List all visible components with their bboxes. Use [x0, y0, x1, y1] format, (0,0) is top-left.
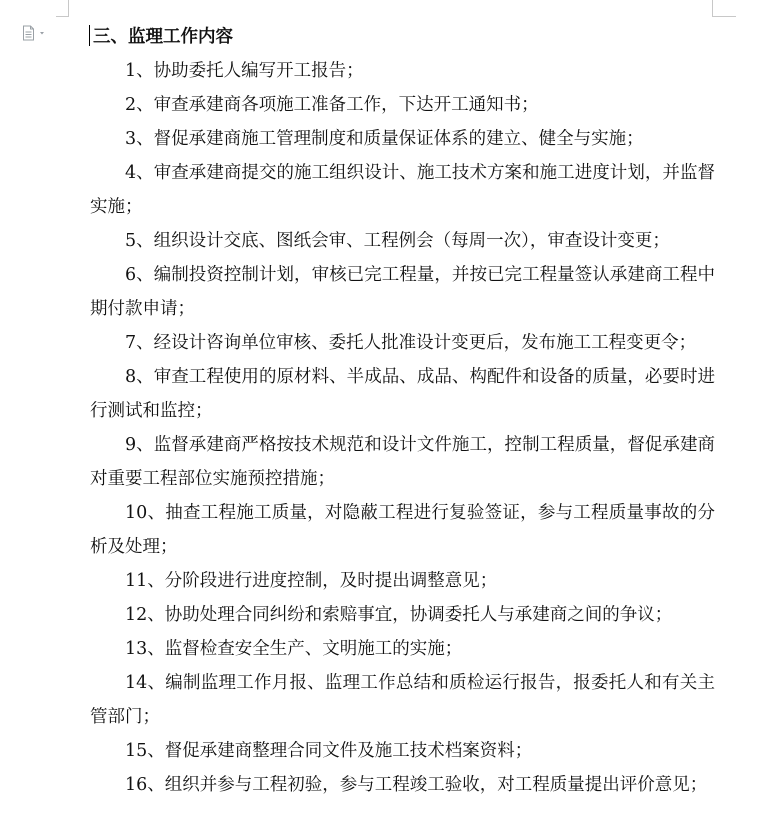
- list-item: 3、督促承建商施工管理制度和质量保证体系的建立、健全与实施；: [125, 129, 644, 149]
- list-item: 7、经设计咨询单位审核、委托人批准设计变更后，发布施工工程变更令；: [125, 333, 697, 353]
- list-item: 11、分阶段进行进度控制，及时提出调整意见；: [125, 571, 498, 591]
- list-item: 8、审查工程使用的原材料、半成品、成品、构配件和设备的质量，必要时进行测试和监控；: [90, 367, 715, 421]
- list-item: 4、审查承建商提交的施工组织设计、施工技术方案和施工进度计划，并监督实施；: [90, 163, 715, 217]
- margin-mark-top-right: [712, 0, 713, 16]
- section-heading: 三、监理工作内容: [93, 27, 233, 47]
- list-item: 14、编制监理工作月报、监理工作总结和质检运行报告，报委托人和有关主管部门；: [90, 673, 715, 727]
- list-item: 15、督促承建商整理合同文件及施工技术档案资料；: [125, 741, 533, 761]
- list-item: 10、抽查工程施工质量，对隐蔽工程进行复验签证，参与工程质量事故的分析及处理；: [90, 503, 715, 557]
- margin-mark-top-left-h: [56, 16, 69, 17]
- list-item: 13、监督检查安全生产、文明施工的实施；: [125, 639, 463, 659]
- list-item: 1、协助委托人编写开工报告；: [125, 61, 364, 81]
- chevron-down-icon[interactable]: [40, 32, 44, 35]
- list-item: 16、组织并参与工程初验，参与工程竣工验收，对工程质量提出评价意见；: [125, 775, 708, 795]
- list-item: 5、组织设计交底、图纸会审、工程例会（每周一次），审查设计变更；: [125, 231, 670, 251]
- list-item: 9、监督承建商严格按技术规范和设计文件施工，控制工程质量，督促承建商对重要工程部位实施预控措施；: [90, 435, 715, 489]
- list-item: 2、审查承建商各项施工准备工作，下达开工通知书；: [125, 95, 539, 115]
- list-item: 12、协助处理合同纠纷和索赔事宜，协调委托人与承建商之间的争议；: [125, 605, 673, 625]
- margin-mark-top-left: [68, 0, 69, 16]
- list-item: 6、编制投资控制计划，审核已完工程量，并按已完工程量签认承建商工程中期付款申请；: [90, 265, 715, 319]
- document-body[interactable]: [90, 20, 715, 802]
- document-icon[interactable]: [22, 25, 48, 41]
- margin-mark-top-right-h: [712, 16, 736, 17]
